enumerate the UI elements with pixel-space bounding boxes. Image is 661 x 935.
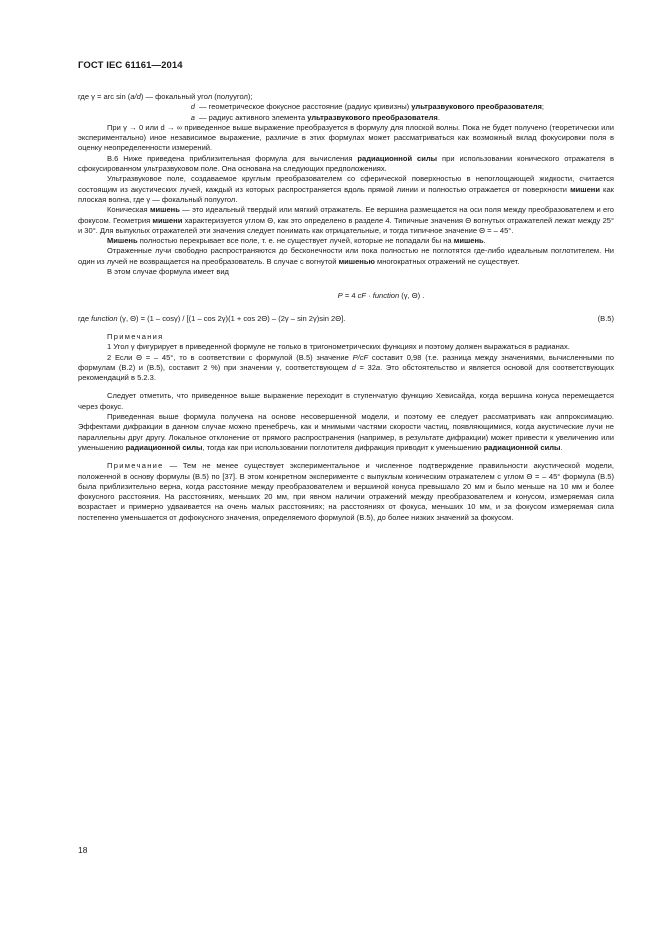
variable-definitions: [78, 92, 614, 123]
note-experimental: Примечание — Тем не менее существует экспериментальное и численное подтверждение правильности акустической модели, положенной в основу формулы (В.5) по [37]. В этом конкретном эксперименте с выпуклым коническим отражателем с углом Θ = – 45° формула (В.5) была приблизительно верна, когда расстояние между преобразователем и вершиной конуса превышало 20 мм и было меньше на 10 мм и более фокусного расстояния. На расстояниях, меньших 20 мм, при явном наличии отражений между преобразователем и конусом, измеряемая сила возрастает и примерно удваивается на очень малых расстояниях; на расстояниях от фокуса, меньших 10 мм, и за фокусом измеряемая сила постепенно уменьшается от дофокусного значения, определяемого формулой (В.5), до более низких значений за фокусом.: [78, 461, 614, 522]
note-1: 1 Угол γ фигурирует в приведенной формуле не только в тригонометрических функциях и поэтому должен выражаться в радианах.: [107, 342, 570, 352]
paragraph-reflected-rays: Отраженные лучи свободно распространяются до бесконечности или пока полностью не поглотятся где-либо идеальным поглотителем. Ни один из лучей не возвращается на преобразователь. В случае с вогнутой мишенью многократных отражений не существует.: [78, 246, 614, 266]
definition-d: d — геометрическое фокусное расстояние (радиус кривизны) ультразвукового преобразователя;: [190, 102, 544, 112]
page-body: [78, 92, 614, 523]
note-label: Примечание: [107, 461, 164, 471]
formula-b5: где function (γ, Θ) = (1 – cosγ) / [(1 – cos 2γ)(1 + cos 2Θ) – (2γ – sin 2γ)sin 2Θ]. (В.5): [78, 313, 614, 323]
paragraph-target-coverage: Мишень полностью перекрывает все поле, т. е. не существует лучей, которые не попадали бы на мишень.: [107, 236, 486, 246]
paragraph-heaviside: Следует отметить, что приведенное выше выражение переходит в ступенчатую функцию Хевисайда, когда вершина конуса перемещается через фокус.: [78, 391, 614, 411]
document-header: ГОСТ IEC 61161—2014: [78, 60, 183, 71]
paragraph-ultrasound-field: Ультразвуковое поле, создаваемое круглым преобразователем со сферической поверхностью в непоглощающей жидкости, считается состоящим из акустических лучей, каждый из которых распространяется вдоль прямой линии и полностью отражается от поверхности мишени как плоская волна, где γ — фокальный полуугол.: [78, 174, 614, 204]
definition-a: a — радиус активного элемента ультразвукового преобразователя.: [190, 112, 440, 122]
paragraph-plane-wave: При γ → 0 или d → ∞ приведенное выше выражение преобразуется в формулу для плоской волны. Пока не будет получено (теоретически или экспериментально) иное независимое выражение, различие в этих формулах может рассматриваться как возможный вклад фокусировки поля в оценку неопределенности измерений.: [78, 122, 614, 153]
paragraph-b6: В.6 Ниже приведена приблизительная формула для вычисления радиационной силы при использовании конического отражателя в сфокусированном ультразвуковом поле. Она основана на следующих предположениях.: [78, 153, 614, 174]
page-number: 18: [78, 845, 88, 855]
note-2: 2 Если Θ = – 45°, то в соответствии с формулой (В.5) значение P/cF составит 0,98 (т.е. разница между значениями, вычисленными по формулам (В.2) и (В.5), составит 2 %) при значении γ, соответствующем d = 32a. Это обстоятельство и является основой для соответствующих рекомендаций в 5.2.3.: [78, 352, 614, 383]
formula-radiation-force: P = 4 cF · function (γ, Θ) .: [337, 291, 425, 301]
equation-number: (В.5): [597, 313, 614, 323]
paragraph-conical-target: Коническая мишень — это идеальный твердый или мягкий отражатель. Ее вершина размещается на оси поля между преобразователем и его фокусом. Геометрия мишени характеризуется углом Θ, как это определено в разделе 4. Типичные значения Θ вогнутых отражателей лежат между 25° и 30°. Для выпуклых отражателей эти значения следует понимать как отрицательные, и тогда типичное значение Θ = – 45°.: [78, 205, 614, 235]
paragraph-formula-intro: В этом случае формула имеет вид: [107, 267, 229, 277]
notes-title: Примечания: [107, 331, 164, 341]
definition-gamma: где γ = arc sin (a/d) — фокальный угол (полуугол);: [78, 92, 253, 101]
paragraph-approximation: Приведенная выше формула получена на основе несовершенной модели, и поэтому ее следует рассматривать как аппроксимацию. Эффектами дифракции в данном случае можно пренебречь, как и мнимыми частями скорости частиц, появляющимися, когда акустические лучи не параллельны друг другу. Локальное отклонение от прямого распространения (например, в результате дифракции) может привести к увеличению или уменьшению радиационной силы, тогда как при использовании поглотителя дифракция приводит к уменьшению радиационной силы.: [78, 412, 614, 452]
